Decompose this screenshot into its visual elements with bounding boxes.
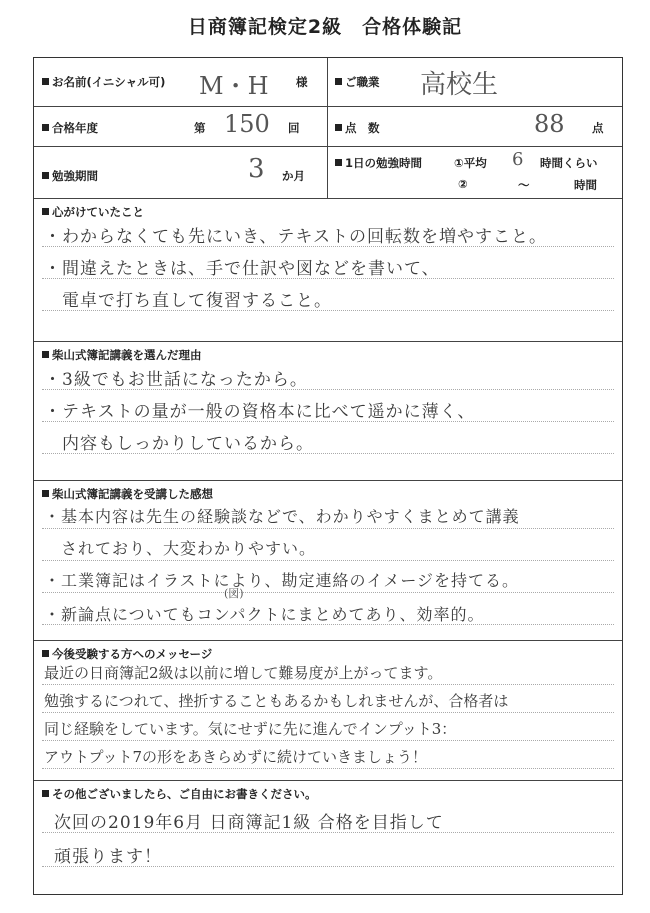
reason-line: ・3級でもお世話になったから。 — [44, 370, 308, 390]
job-value: 高校生 — [420, 70, 499, 100]
section-divider — [34, 780, 622, 781]
grid-line — [34, 106, 622, 107]
period-label: 勉強期間 — [42, 168, 98, 184]
section-heading-reason: 柴山式簿記講義を選んだ理由 — [42, 347, 202, 363]
impression-line: ・新論点についてもコンパクトにまとめてあり、効率的。 — [44, 605, 485, 624]
section-divider — [34, 341, 622, 342]
message-line: 同じ経験をしています。気にせずに先に進んでインプット3： — [44, 720, 457, 738]
impression-line: ・工業簿記はイラストにより、勘定連絡のイメージを持てる。 — [44, 571, 520, 590]
message-line: アウトプット7の形をあきらめずに続けていきましょう！ — [44, 748, 428, 766]
year-suffix: 回 — [288, 121, 300, 135]
mindset-line: ・間違えたときは、手で仕訳や図などを書いて、 — [44, 259, 440, 279]
section-divider — [34, 640, 622, 641]
reason-line: 内容もしっかりしているから。 — [44, 434, 314, 454]
score-label: 点 数 — [335, 120, 380, 136]
message-line: 最近の日商簿記2級は以前に増して難易度が上がってます。 — [44, 664, 443, 682]
period-suffix: か月 — [282, 169, 305, 183]
year-prefix: 第 — [194, 121, 206, 135]
message-line: 勉強するにつれて、挫折することもあるかもしれませんが、合格者は — [44, 692, 509, 710]
mindset-line: 電卓で打ち直して復習すること。 — [44, 291, 332, 311]
section-heading-other: その他ございましたら、ご自由にお書きください。 — [42, 786, 317, 802]
name-label: お名前(イニシャル可) — [42, 74, 165, 90]
daily-range-separator: ～ — [518, 178, 530, 192]
report-form — [33, 57, 623, 895]
year-value: 150 — [224, 110, 270, 138]
other-line: 次回の2019年6月 日商簿記1級 合格を目指して — [54, 813, 444, 833]
daily-label: 1日の勉強時間 — [335, 155, 422, 171]
daily-avg-label: ①平均 — [454, 156, 487, 170]
section-divider — [34, 480, 622, 481]
grid-line — [34, 146, 622, 147]
section-heading-impression: 柴山式簿記講義を受講した感想 — [42, 486, 213, 502]
grid-line — [327, 58, 328, 198]
mindset-line: ・わからなくても先にいき、テキストの回転数を増やすこと。 — [44, 227, 547, 247]
daily-avg-value: 6 — [512, 149, 524, 170]
daily-avg-suffix: 時間くらい — [540, 156, 598, 170]
page-title: 日商簿記検定2級 合格体験記 — [187, 16, 463, 38]
section-heading-message: 今後受験する方へのメッセージ — [42, 646, 212, 662]
other-line: 頑張ります！ — [54, 847, 162, 867]
job-label: ご職業 — [335, 74, 380, 90]
impression-note: (図) — [224, 587, 244, 600]
impression-line: されており、大変わかりやすい。 — [44, 539, 317, 558]
name-suffix: 様 — [296, 75, 308, 89]
score-suffix: 点 — [592, 121, 604, 135]
grid-line — [34, 198, 622, 199]
reason-line: ・テキストの量が一般の資格本に比べて遥かに薄く、 — [44, 402, 476, 422]
daily-range-suffix: 時間 — [574, 178, 597, 192]
score-value: 88 — [534, 110, 565, 138]
impression-line: ・基本内容は先生の経験談などで、わかりやすくまとめて講義 — [44, 507, 520, 526]
name-value: M・H — [199, 72, 269, 100]
daily-range-label: ② — [458, 177, 468, 191]
year-label: 合格年度 — [42, 120, 98, 136]
section-heading-mindset: 心がけていたこと — [42, 204, 144, 220]
period-value: 3 — [248, 154, 265, 184]
